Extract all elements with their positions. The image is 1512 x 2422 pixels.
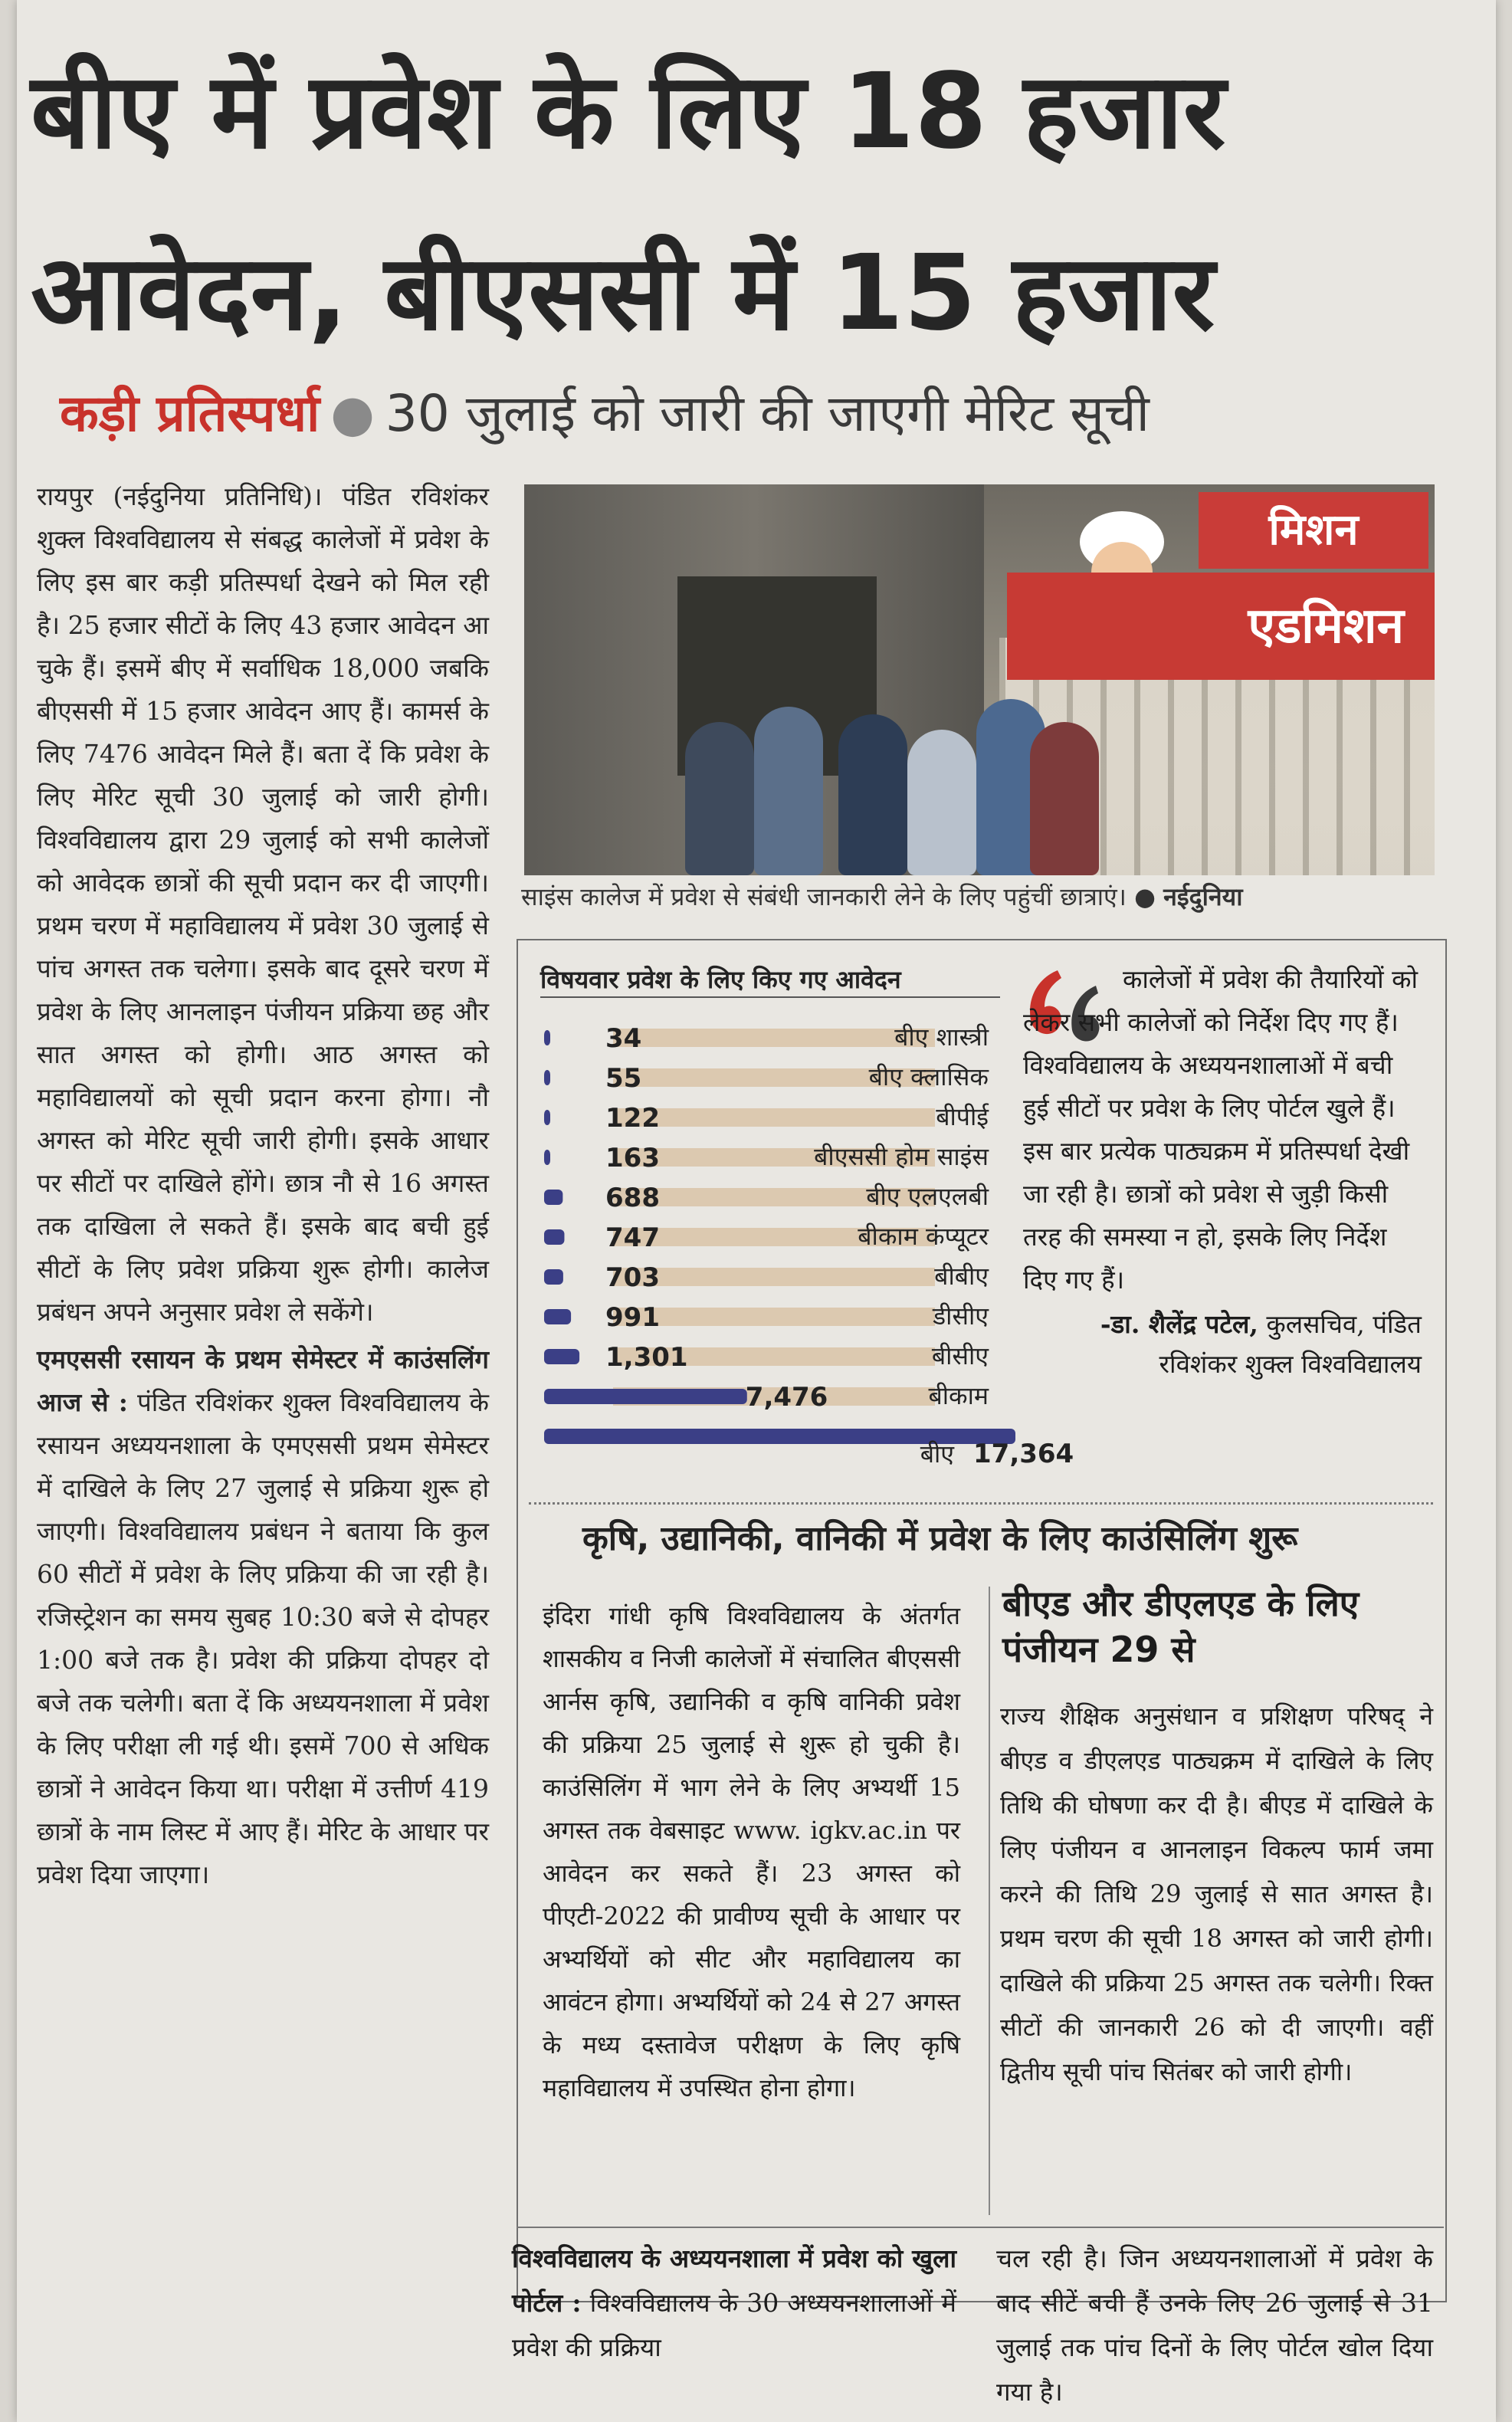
- chart-value-label: 163: [605, 1143, 660, 1173]
- chart-category-label: बीपीई: [936, 1102, 989, 1131]
- chart-bar: [544, 1190, 562, 1205]
- portal-article-continued: [996, 2237, 1433, 2414]
- caption-text: साइंस कालेज में प्रवेश से संबंधी जानकारी लेने के लिए पहुंचीं छात्राएं।: [521, 882, 1127, 911]
- portal-text: विश्वविद्यालय के 30 अध्ययनशालाओं में प्रवेश की प्रक्रिया: [512, 2288, 956, 2362]
- chart-title: विषयवार प्रवेश के लिए किए गए आवेदन: [540, 965, 901, 994]
- category-label-band: [613, 1108, 935, 1127]
- chart-category-label: बीए एलएलबी: [866, 1182, 989, 1211]
- signature-title: कुलसचिव, पंडित रविशंकर शुक्ल विश्वविद्यालय: [1159, 1309, 1422, 1379]
- mission-admission-banner: [1007, 484, 1435, 737]
- banner-mission-text: मिशन: [1199, 492, 1428, 569]
- chart-bar: [544, 1150, 550, 1165]
- quote-block: [1023, 958, 1422, 1384]
- article-para-2: [37, 1338, 489, 1896]
- chart-value-label: 991: [605, 1302, 660, 1333]
- msc-lead: एमएससी रसायन के प्रथम सेमेस्टर में काउंसलिंग आज से :: [37, 1344, 489, 1417]
- chart-category-label: बीए: [920, 1439, 954, 1469]
- chart-category-label: बीबीए: [934, 1262, 989, 1291]
- portal-para: [512, 2237, 956, 2370]
- bed-heading: बीएड और डीएलएड के लिए पंजीयन 29 से: [1002, 1583, 1359, 1670]
- portal-continued-text: चल रही है। जिन अध्ययनशालाओं में प्रवेश के बाद सीटें बची हैं उनके लिए 26 जुलाई से 31 जुलाई तक पांच दिनों के लिए पोर्टल खोल दिया गया है।: [996, 2243, 1433, 2407]
- chart-title-rule: [540, 996, 1000, 998]
- column-divider: [989, 1587, 990, 2215]
- chart-bar: [544, 1110, 550, 1125]
- signature-name: -डा. शैलेंद्र पटेल,: [1100, 1309, 1258, 1339]
- portal-article: [512, 2237, 956, 2370]
- student-figure: [838, 714, 907, 875]
- agri-article: [543, 1594, 960, 2109]
- chart-value-label: 122: [605, 1103, 660, 1134]
- chart-value-label: 703: [605, 1262, 660, 1293]
- caption-source: नईदुनिया: [1163, 882, 1243, 911]
- chart-value-label: 688: [605, 1183, 660, 1213]
- student-figure: [907, 730, 976, 875]
- caption-bullet-icon: ●: [1134, 882, 1156, 911]
- chart-category-label: बीकाम: [928, 1381, 989, 1410]
- chart-bar: [544, 1229, 564, 1245]
- chart-value-label: 1,301: [605, 1342, 688, 1373]
- chart-category-label: बीकाम कंप्यूटर: [858, 1222, 989, 1251]
- headline-line-1: बीए में प्रवेश के लिए 18 हजार: [31, 51, 1226, 172]
- student-figure: [754, 707, 823, 875]
- chart-value-label: 17,364: [973, 1439, 1074, 1469]
- quote-text: कालेजों में प्रवेश की तैयारियों को लेकर सभी कालेजों को निर्देश दिए गए हैं। विश्वविद्यालय के अध्ययनशालाओं में बची हुई सीटों पर प्रवेश के लिए पोर्टल खुले हैं। इस बार प्रत्येक पाठ्यक्रम में प्रतिस्पर्धा देखी जा रही है। छात्रों को प्रवेश से जुड़ी किसी तरह की समस्या न हो, इसके लिए निर्देश दिए गए हैं।: [1023, 964, 1419, 1295]
- category-label-band: [613, 1268, 935, 1286]
- article-para-1: रायपुर (नईदुनिया प्रतिनिधि)। पंडित रविशंकर शुक्ल विश्वविद्यालय से संबद्ध कालेजों में प्रवेश के लिए इस बार कड़ी प्रतिस्पर्धा देखने को मिल रही है। 25 हजार सीटों के लिए 43 हजार आवेदन आ चुके हैं। इसमें बीए में सर्वाधिक 18,000 जबकि बीएससी में 15 हजार आवेदन आए हैं। कामर्स के लिए 7476 आवेदन मिले हैं। बता दें कि प्रवेश के लिए मेरिट सूची 30 जुलाई को जारी होगी। विश्वविद्यालय द्वारा 29 जुलाई को सभी कालेजों को आवेदक छात्रों की सूची प्रदान कर दी जाएगी। प्रथम चरण में महाविद्यालय में प्रवेश 30 जुलाई से पांच अगस्त तक चलेगा। इसके बाद दूसरे चरण में प्रवेश के लिए आनलाइन पंजीयन प्रक्रिया छह और सात अगस्त को होगी। आठ अगस्त को महाविद्यालयों को सूची प्रदान करना होगा। नौ अगस्त को मेरिट सूची जारी होगी। इसके आधार पर सीटों पर दाखिले होंगे। छात्र नौ से 16 अगस्त तक दाखिला ले सकते हैं। इसके बाद बची हुई सीटों के लिए प्रवेश प्रक्रिया शुरू होगी। कालेज प्रबंधन अपने अनुसार प्रवेश ले सकेंगे।: [37, 481, 489, 1327]
- strap-text: 30 जुलाई को जारी की जाएगी मेरिट सूची: [385, 384, 1150, 443]
- chart-value-label: 7,476: [745, 1382, 828, 1413]
- msc-text: पंडित रविशंकर शुक्ल विश्वविद्यालय के रसायन अध्ययनशाला के एमएससी प्रथम सेमेस्टर में दाखिले के लिए 27 जुलाई से प्रक्रिया शुरू हो जाएगी। विश्वविद्यालय प्रबंधन ने बताया कि कुल 60 सीटों में प्रवेश के लिए प्रक्रिया की जा रही है। रजिस्ट्रेशन का समय सुबह 10:30 बजे से दोपहर 1:00 बजे तक है। प्रवेश की प्रक्रिया दोपहर दो बजे तक चलेगी। बता दें कि अध्ययनशाला में प्रवेश के लिए परीक्षा ली गई थी। इसमें 700 से अधिक छात्रों ने आवेदन किया था। परीक्षा में उत्तीर्ण 419 छात्रों के नाम लिस्ट में आए हैं। मेरिट के आधार पर प्रवेश दिया जाएगा।: [37, 1387, 489, 1889]
- category-label-band: [613, 1308, 935, 1326]
- category-label-band: [613, 1029, 935, 1047]
- chart-bar: [544, 1349, 579, 1364]
- chart-bar: [544, 1070, 550, 1085]
- photo-caption: [521, 880, 1243, 913]
- chart-value-label: 55: [605, 1063, 642, 1094]
- portal-lead: विश्वविद्यालय के अध्ययनशाला में प्रवेश को खुला पोर्टल :: [512, 2243, 956, 2318]
- bed-text: राज्य शैक्षिक अनुसंधान व प्रशिक्षण परिषद् ने बीएड व डीएलएड पाठ्यक्रम में दाखिले के लिए तिथि की घोषणा कर दी है। बीएड में दाखिले के लिए पंजीयन व आनलाइन विकल्प फार्म जमा करने की तिथि 29 जुलाई से सात अगस्त है। प्रथम चरण की सूची 18 अगस्त को जारी होगी। दाखिले की प्रक्रिया 25 अगस्त तक चलेगी। रिक्त सीटों की जानकारी 26 को दी जाएगी। वहीं द्वितीय सूची पांच सितंबर को जारी होगी।: [1000, 1702, 1433, 2086]
- chart-category-label: बीएससी होम साइंस: [814, 1142, 989, 1171]
- chart-category-label: बीए शास्त्री: [894, 1022, 989, 1052]
- chart-bar: [544, 1389, 747, 1404]
- strapline: [60, 383, 1150, 444]
- banner-admission-text: एडमिशन: [1007, 573, 1435, 680]
- chart-bar: [544, 1309, 571, 1324]
- applications-bar-chart: [536, 1004, 1074, 1479]
- chart-value-label: 34: [605, 1023, 642, 1054]
- chart-bar: [544, 1030, 550, 1045]
- chart-value-label: 747: [605, 1222, 660, 1253]
- strap-bullet-icon: ●: [330, 384, 375, 443]
- box-bottom-rule: [517, 2227, 1444, 2228]
- chart-category-label: बीसीए: [931, 1341, 989, 1370]
- agri-heading: कृषि, उद्यानिकी, वानिकी में प्रवेश के लिए काउंसिलिंग शुरू: [582, 1519, 1298, 1558]
- left-article-column: [37, 475, 489, 1901]
- agri-text: इंदिरा गांधी कृषि विश्वविद्यालय के अंतर्गत शासकीय व निजी कालेजों में संचालित बीएससी आर्नस कृषि, उद्यानिकी व कृषि वानिकी प्रवेश की प्रक्रिया 25 जुलाई से शुरू हो चुकी है। काउंसिलिंग में भाग लेने के लिए अभ्यर्थी 15 अगस्त तक वेबसाइट www. igkv.ac.in पर आवेदन कर सकते हैं। 23 अगस्त को पीएटी-2022 की प्रावीण्य सूची के आधार पर अभ्यर्थियों को सीट और महाविद्यालय का आवंटन होगा। अभ्यर्थियों को 24 से 27 अगस्त के मध्य दस्तावेज परीक्षण के लिए कृषि महाविद्यालय में उपस्थित होना होगा।: [543, 1601, 960, 2102]
- headline-line-2: आवेदन, बीएससी में 15 हजार: [31, 233, 1215, 354]
- quote-signature: [1023, 1305, 1422, 1384]
- strap-tag: कड़ी प्रतिस्पर्धा: [60, 384, 320, 443]
- chart-category-label: डीसीए: [932, 1301, 989, 1331]
- section-divider: [529, 1502, 1433, 1505]
- chart-bar: [544, 1269, 563, 1285]
- bed-article: [1000, 1694, 1433, 2094]
- student-figure: [685, 722, 754, 875]
- chart-category-label: बीए क्लासिक: [868, 1062, 989, 1091]
- student-figure: [1030, 722, 1099, 875]
- news-photo: [524, 484, 1435, 875]
